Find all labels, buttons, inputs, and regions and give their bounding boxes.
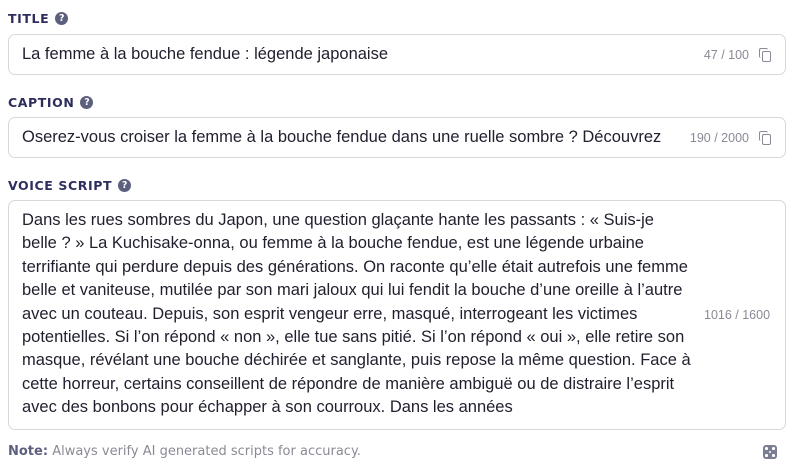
dice-icon[interactable]: [763, 445, 777, 459]
caption-input[interactable]: Oserez-vous croiser la femme à la bouche fendue dans une ruelle sombre ? Découvrez: [22, 128, 662, 146]
voice-script-field[interactable]: [8, 200, 786, 430]
voice-script-label-row: [8, 178, 131, 193]
voice-script-label: VOICE SCRIPT: [8, 178, 113, 193]
caption-field[interactable]: [8, 117, 786, 158]
title-copy-icon[interactable]: [759, 48, 773, 62]
title-input[interactable]: La femme à la bouche fendue : légende japonaise: [22, 45, 389, 63]
caption-label: CAPTION: [8, 95, 75, 110]
voice-script-textarea[interactable]: Dans les rues sombres du Japon, une question glaçante hante les passants : « Suis-je belle ? » La Kuchisake-onna, ou femme à la bouche fendue, est une légende urbaine terrifiante qui perdure depuis des générations. On raconte qu’elle était autrefois une femme belle et vaniteuse, mutilée par son mari jaloux qui lui fendit la bouche d’une oreille à l’autre avec un couteau. Depuis, son esprit vengeur erre, masqué, interrogeant les victimes potentielles. Si l’on répond « non », elle tue sans pitié. Si l’on répond « oui », elle retire son masque, révélant une bouche déchirée et sanglante, puis repose la même question. Face à cette horreur, certains conseillent de répondre de manière ambiguë ou de distraire l’esprit avec des bonbons pour échapper à son courroux. Dans les années: [22, 211, 691, 417]
title-label-row: [8, 11, 68, 26]
caption-label-row: [8, 95, 93, 110]
note-prefix: Note:: [8, 444, 49, 459]
voice-script-help-icon[interactable]: ?: [118, 179, 131, 192]
note-text: Always verify AI generated scripts for accuracy.: [52, 444, 361, 459]
title-field[interactable]: [8, 34, 786, 75]
ai-disclaimer-note: [8, 444, 361, 459]
caption-help-icon[interactable]: ?: [80, 96, 93, 109]
title-help-icon[interactable]: ?: [55, 12, 68, 25]
voice-script-char-counter: 1016 / 1600: [704, 308, 771, 322]
caption-copy-icon[interactable]: [759, 131, 773, 145]
caption-char-counter: 190 / 2000: [689, 130, 749, 145]
title-char-counter: 47 / 100: [703, 47, 749, 62]
title-label: TITLE: [8, 11, 50, 26]
